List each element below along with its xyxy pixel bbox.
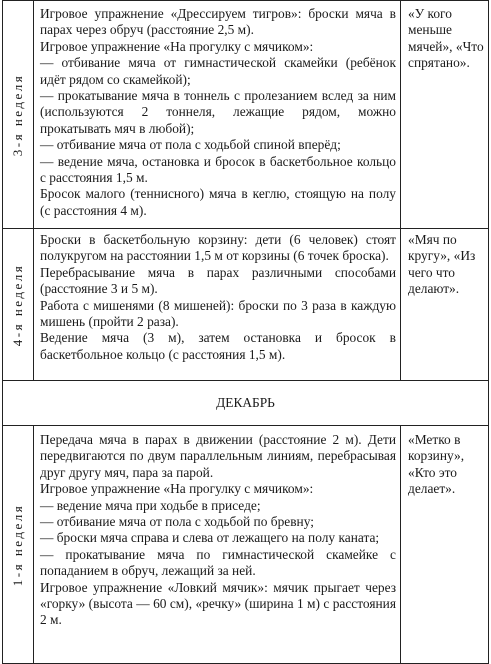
week-label: 3-я неделя (10, 73, 25, 156)
exercises-cell (34, 229, 401, 381)
games-cell (401, 1, 489, 229)
week-row (3, 426, 489, 664)
week-label-cell (3, 229, 34, 381)
games-text: «Метко в корзину», «Кто это делает». (408, 432, 465, 497)
exercises-cell (34, 426, 401, 664)
exercise-text: Игровое упражнение «На прогулку с мячиком»: (40, 481, 314, 497)
week-label-cell (3, 426, 34, 664)
exercise-text: — ведение мяча, остановка и бросок в баскетбольное кольцо с расстояния 1,5 м. (40, 153, 396, 186)
exercise-text: Броски в баскетбольную корзину: дети (6 человек) стоят полукругом на расстоянии 1,5 м от корзины (6 точек броска). (40, 232, 396, 264)
exercises-cell (34, 1, 401, 229)
exercise-text: Бросок малого (теннисного) мяча в кеглю, стоящую на полу (с расстояния 4 м). (40, 186, 396, 218)
games-cell (401, 229, 489, 381)
exercise-text: Передача мяча в парах в движении (расстояние 2 м). Дети передвигаются по двум параллельным линиям, перебрасывая друг другу мяч, пара за парой. (40, 432, 396, 480)
exercise-text: — отбивание мяча от пола с ходьбой спиной вперёд; (40, 137, 341, 153)
week-label: 4-я неделя (10, 263, 25, 346)
lesson-plan-table (2, 0, 489, 664)
week-label: 1-я неделя (10, 503, 25, 586)
month-row (3, 381, 489, 426)
games-cell (401, 426, 489, 664)
exercise-text: Игровое упражнение «На прогулку с мячиком»: (40, 38, 314, 54)
exercise-text: — отбивание мяча от гимнастической скамейки (ребёнок идёт рядом со скамейкой); (40, 55, 396, 87)
exercise-text: — отбивание мяча от пола с ходьбой по бревну; (40, 514, 314, 530)
week-label-cell (3, 1, 34, 229)
week-row (3, 229, 489, 381)
exercise-text: Ведение мяча (3 м), затем остановка и бросок в баскетбольное кольцо (с расстояния 1,5 м). (40, 330, 396, 362)
exercise-text: Работа с мишенями (8 мишеней): броски по 3 раза в каждую мишень (пройти 2 раза). (40, 297, 396, 330)
exercise-text: Перебрасывание мяча в парах различными способами (расстояние 3 и 5 м). (40, 264, 396, 297)
games-text: «У кого меньше мячей», «Что спрятано». (408, 6, 484, 71)
exercise-text: Игровое упражнение «Ловкий мячик»: мячик прыгает через «горку» (высота — 60 см), «речку» (ширина 1 м) с расстояния 2 м. (40, 579, 396, 628)
exercise-text: Игровое упражнение «Дрессируем тигров»: броски мяча в парах через обруч (расстояние 2,5 м). (40, 6, 396, 38)
exercise-text: — прокатывание мяча по гимнастической скамейке с попаданием в обруч, лежащий за ней. (40, 546, 396, 579)
month-heading: ДЕКАБРЬ (3, 381, 489, 426)
exercise-text: — ведение мяча при ходьбе в приседе; (40, 497, 261, 513)
exercise-text: — броски мяча справа и слева от лежащего на полу каната; (40, 530, 380, 546)
exercise-text: — прокатывание мяча в тоннель с пролезанием вслед за ним (используются 2 тоннеля, лежащие рядом, можно прокатывать мяч в любой); (40, 88, 396, 136)
games-text: «Мяч по кругу», «Из чего что делают». (408, 232, 476, 297)
week-row (3, 1, 489, 229)
